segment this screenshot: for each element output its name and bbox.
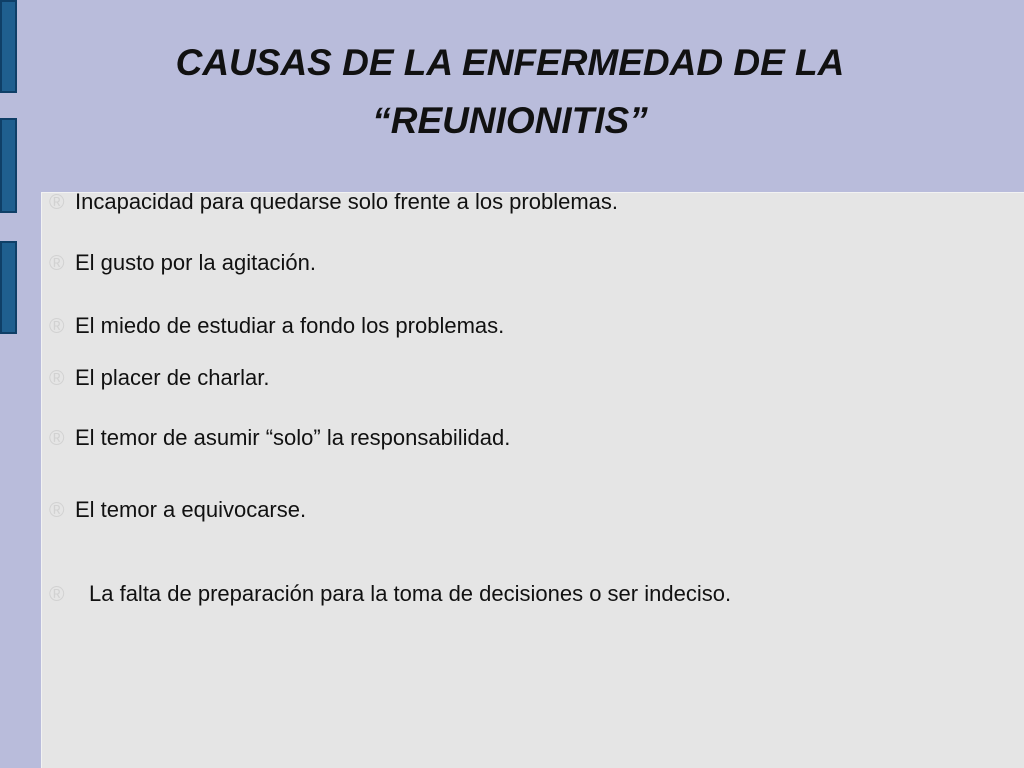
bullet-text: La falta de preparación para la toma de decisiones o ser indeciso. [89,581,732,606]
bullet-text: El temor de asumir “solo” la responsabilidad. [75,425,511,450]
bullet-item [49,248,316,278]
registered-bullet-icon: ® [49,427,65,450]
accent-bar-top [0,0,17,93]
bullet-text: El miedo de estudiar a fondo los problemas. [75,313,505,338]
accent-bar-bottom [0,241,17,334]
bullet-text: El placer de charlar. [75,365,270,390]
bullet-text: El temor a equivocarse. [75,497,307,522]
registered-bullet-icon: ® [49,252,65,275]
bullet-item [49,423,510,453]
registered-bullet-icon: ® [49,315,65,338]
content-panel [41,192,1024,768]
bullet-item [49,363,269,393]
bullet-item [49,187,618,217]
registered-bullet-icon: ® [49,367,65,390]
slide-title-line-1: CAUSAS DE LA ENFERMEDAD DE LA [175,42,845,83]
bullet-item [49,311,504,341]
registered-bullet-icon: ® [49,499,65,522]
registered-bullet-icon: ® [49,191,65,214]
accent-bar-middle [0,118,17,213]
bullet-item [49,495,306,525]
slide-title [60,34,960,150]
bullet-text: El gusto por la agitación. [75,250,316,275]
bullet-item [49,579,731,609]
registered-bullet-icon: ® [49,583,65,606]
bullet-text: Incapacidad para quedarse solo frente a los problemas. [75,189,619,214]
slide-title-line-2: “REUNIONITIS” [372,100,648,141]
